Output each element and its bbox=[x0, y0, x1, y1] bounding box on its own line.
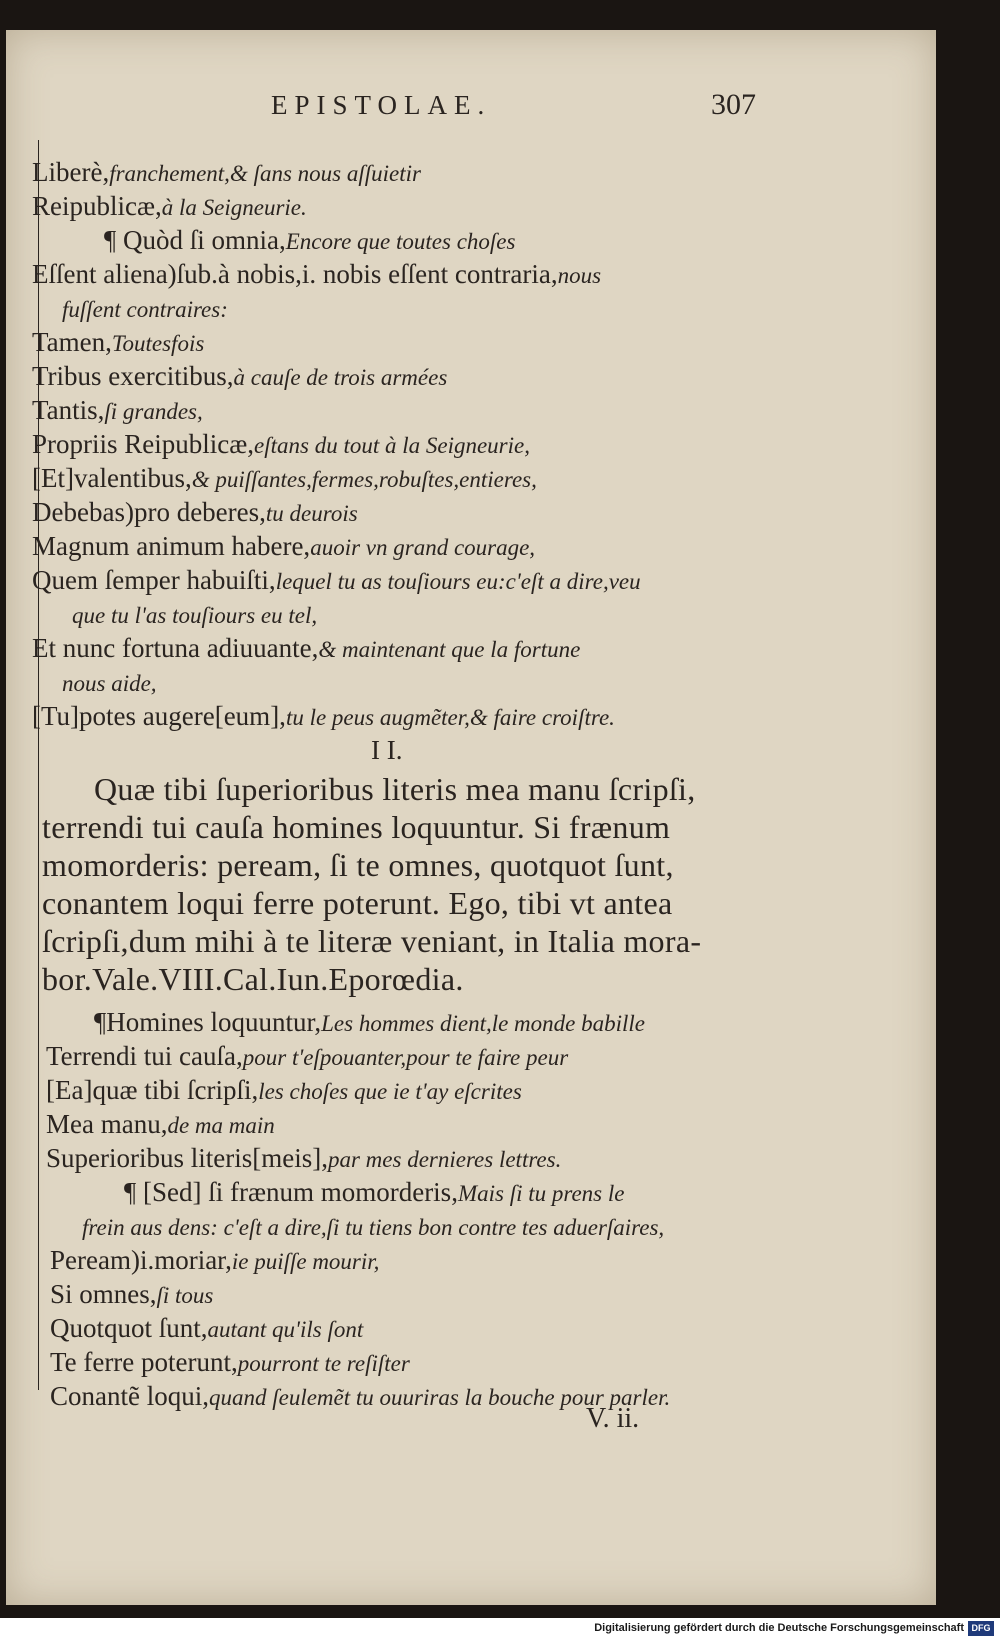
body-line: momorderis: peream, ſi te omnes, quotquot ſunt, bbox=[42, 847, 674, 883]
dfg-logo: DFG bbox=[968, 1621, 994, 1636]
commentary-line: Debebas)pro deberes,tu deurois bbox=[32, 497, 358, 527]
commentary-line: frein aus dens: c'eſt a dire,ſi tu tiens bon contre tes aduerſaires, bbox=[82, 1215, 665, 1240]
commentary-line: Te ferre poterunt,pourront te reſiſter bbox=[50, 1347, 410, 1377]
commentary-line: Reipublicæ,à la Seigneurie. bbox=[32, 191, 307, 221]
body-line: conantem loqui ferre poterunt. Ego, tibi vt antea bbox=[42, 885, 673, 921]
commentary-line: ¶Homines loquuntur,Les hommes dient,le monde babille bbox=[94, 1007, 646, 1037]
commentary-line: Tamen,Toutesfois bbox=[32, 327, 205, 357]
commentary-line: ¶ [Sed] ſi frænum momorderis,Mais ſi tu prens le bbox=[124, 1177, 625, 1207]
commentary-line: Magnum animum habere,auoir vn grand courage, bbox=[32, 531, 536, 561]
commentary-line: que tu l'as touſiours eu tel, bbox=[72, 603, 318, 628]
running-head: EPISTOLAE. bbox=[271, 90, 492, 120]
funding-credit: Digitalisierung gefördert durch die Deutsche Forschungsgemeinschaft bbox=[594, 1622, 964, 1634]
commentary-line: Et nunc fortuna adiuuante,& maintenant que la fortune bbox=[32, 633, 581, 663]
commentary-line: Liberè,franchement,& ſans nous aſſuietir bbox=[32, 157, 421, 187]
commentary-line: [Tu]potes augere[eum],tu le peus augmẽter,& faire croiſtre. bbox=[32, 701, 615, 731]
page-number: 307 bbox=[711, 88, 756, 121]
commentary-line: Conantẽ loqui,quand ſeulemẽt tu ouuriras la bouche pour parler. bbox=[50, 1381, 671, 1411]
commentary-line: nous aide, bbox=[62, 671, 157, 696]
commentary-line: Terrendi tui cauſa,pour t'eſpouanter,pour te faire peur bbox=[46, 1041, 569, 1071]
body-line: terrendi tui cauſa homines loquuntur. Si frænum bbox=[42, 809, 671, 845]
commentary-line: Superioribus literis[meis],par mes dernieres lettres. bbox=[46, 1143, 562, 1173]
book-page bbox=[6, 30, 936, 1605]
commentary-line: [Et]valentibus,& puiſſantes,fermes,robuſtes,entieres, bbox=[32, 463, 537, 493]
section-number: I I. bbox=[371, 735, 403, 765]
body-line: ſcripſi,dum mihi à te literæ veniant, in Italia mora- bbox=[42, 923, 702, 959]
footer-bar bbox=[0, 1618, 1000, 1642]
commentary-line: Eſſent aliena)ſub.à nobis,i. nobis eſſent contraria,nous bbox=[32, 259, 602, 289]
signature-mark: V. ii. bbox=[586, 1403, 640, 1434]
commentary-line: Mea manu,de ma main bbox=[46, 1109, 275, 1139]
commentary-line: Quem ſemper habuiſti,lequel tu as touſiours eu:c'eſt a dire,veu bbox=[32, 565, 641, 595]
body-line: bor.Vale.VIII.Cal.Iun.Eporœdia. bbox=[42, 961, 464, 997]
commentary-line: Tantis,ſi grandes, bbox=[32, 395, 203, 425]
commentary-line: Quotquot ſunt,autant qu'ils ſont bbox=[50, 1313, 364, 1343]
commentary-line: fuſſent contraires: bbox=[62, 297, 228, 322]
commentary-line: [Ea]quæ tibi ſcripſi,les choſes que ie t'ay eſcrites bbox=[46, 1075, 522, 1105]
commentary-line: Propriis Reipublicæ,eſtans du tout à la Seigneurie, bbox=[32, 429, 530, 459]
commentary-line: Peream)i.moriar,ie puiſſe mourir, bbox=[50, 1245, 380, 1275]
commentary-line: Si omnes,ſi tous bbox=[50, 1279, 214, 1309]
commentary-line: ¶ Quòd ſi omnia,Encore que toutes choſes bbox=[104, 225, 516, 255]
body-line: Quæ tibi ſuperioribus literis mea manu ſcripſi, bbox=[94, 771, 696, 807]
commentary-line: Tribus exercitibus,à cauſe de trois armées bbox=[32, 361, 448, 391]
